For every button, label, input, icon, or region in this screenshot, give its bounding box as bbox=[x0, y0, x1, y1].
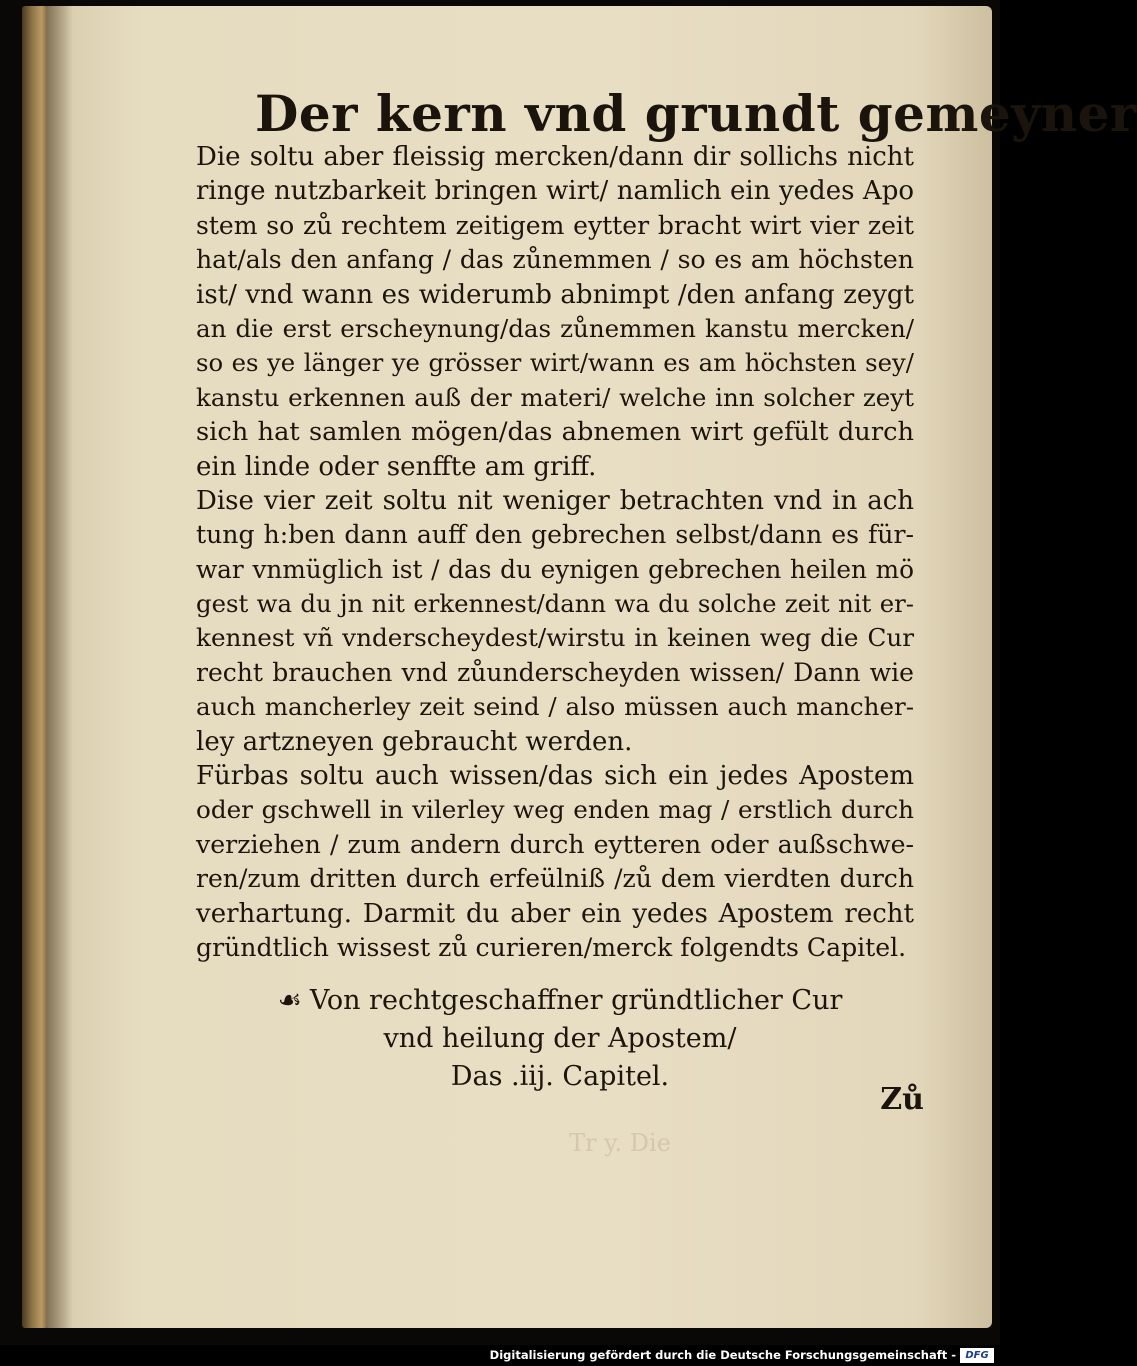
text-line: hat/als den anfang / das zůnemmen / so es am höchsten bbox=[196, 245, 914, 275]
chapter-number: Das .iij. Capitel. bbox=[450, 1061, 670, 1092]
text-line: ren/zum dritten durch erfeülniß /zů dem vierdten durch bbox=[196, 864, 914, 894]
text-line: kennest vñ vnderscheydest/wirstu in keinen weg die Cur bbox=[196, 623, 914, 653]
show-through-text: Tr y. Die bbox=[569, 1129, 671, 1157]
text-line: verhartung. Darmit du aber ein yedes Apostem recht bbox=[196, 898, 914, 929]
text-line: ringe nutzbarkeit bringen wirt/ namlich ein yedes Apo bbox=[196, 176, 914, 207]
catchword: Zů bbox=[880, 1082, 924, 1117]
text-line: an die erst erscheynung/das zůnemmen kanstu mercken/ bbox=[196, 313, 914, 343]
text-line: gest wa du jn nit erkennest/dann wa du solche zeit nit er- bbox=[196, 589, 914, 619]
text-line: Fürbas soltu auch wissen/das sich ein jedes Apostem bbox=[196, 761, 914, 792]
text-line: ley artzneyen gebraucht werden. bbox=[196, 726, 633, 757]
text-line: so es ye länger ye grösser wirt/wann es am höchsten sey/ bbox=[196, 348, 914, 378]
text-line: Die soltu aber fleissig mercken/dann dir sollichs nicht bbox=[196, 142, 914, 172]
chapter-heading-line-1 bbox=[270, 982, 850, 1020]
funding-notice: Digitalisierung gefördert durch die Deutsche Forschungsgemeinschaft - bbox=[489, 1348, 956, 1362]
gutter-shadow bbox=[46, 6, 72, 1328]
text-line: sich hat samlen mögen/das abnemen wirt gefült durch bbox=[196, 417, 914, 448]
text-line: gründtlich wissest zů curieren/merck folgendts Capitel. bbox=[196, 932, 907, 962]
text-line: verziehen / zum andern durch eytteren oder außschwe- bbox=[196, 829, 914, 859]
text-line: ein linde oder senffte am griff. bbox=[196, 451, 597, 482]
text-line: war vnmüglich ist / das du eynigen gebrechen heilen mö bbox=[196, 554, 914, 584]
text-line: kanstu erkennen auß der materi/ welche inn solcher zeyt bbox=[196, 382, 914, 412]
paragraph-mark-icon: ☙ bbox=[277, 985, 302, 1016]
body-text bbox=[196, 140, 914, 965]
running-title: Der kern vnd grundt gemeyner bbox=[255, 84, 1137, 143]
text-line: Dise vier zeit soltu nit weniger betrachten vnd in ach bbox=[196, 485, 914, 516]
text-line: auch mancherley zeit seind / also müssen auch mancher- bbox=[196, 692, 914, 722]
text-line: recht brauchen vnd zůunderscheyden wissen/ Dann wie bbox=[196, 657, 914, 687]
dfg-logo: DFG bbox=[960, 1348, 994, 1363]
footer-bar bbox=[0, 1345, 1000, 1366]
chapter-heading-line-2: vnd heilung der Apostem/ bbox=[383, 1023, 737, 1054]
chapter-heading-text: Von rechtgeschaffner gründtlicher Cur bbox=[309, 985, 843, 1016]
text-line: ist/ vnd wann es widerumb abnimpt /den anfang zeygt bbox=[196, 279, 914, 310]
text-line: stem so zů rechtem zeitigem eytter bracht wirt vier zeit bbox=[196, 210, 914, 240]
text-line: tung h:ben dann auff den gebrechen selbst/dann es für- bbox=[196, 520, 914, 550]
text-line: oder gschwell in vilerley weg enden mag / erstlich durch bbox=[196, 795, 914, 825]
chapter-heading bbox=[270, 982, 850, 1096]
